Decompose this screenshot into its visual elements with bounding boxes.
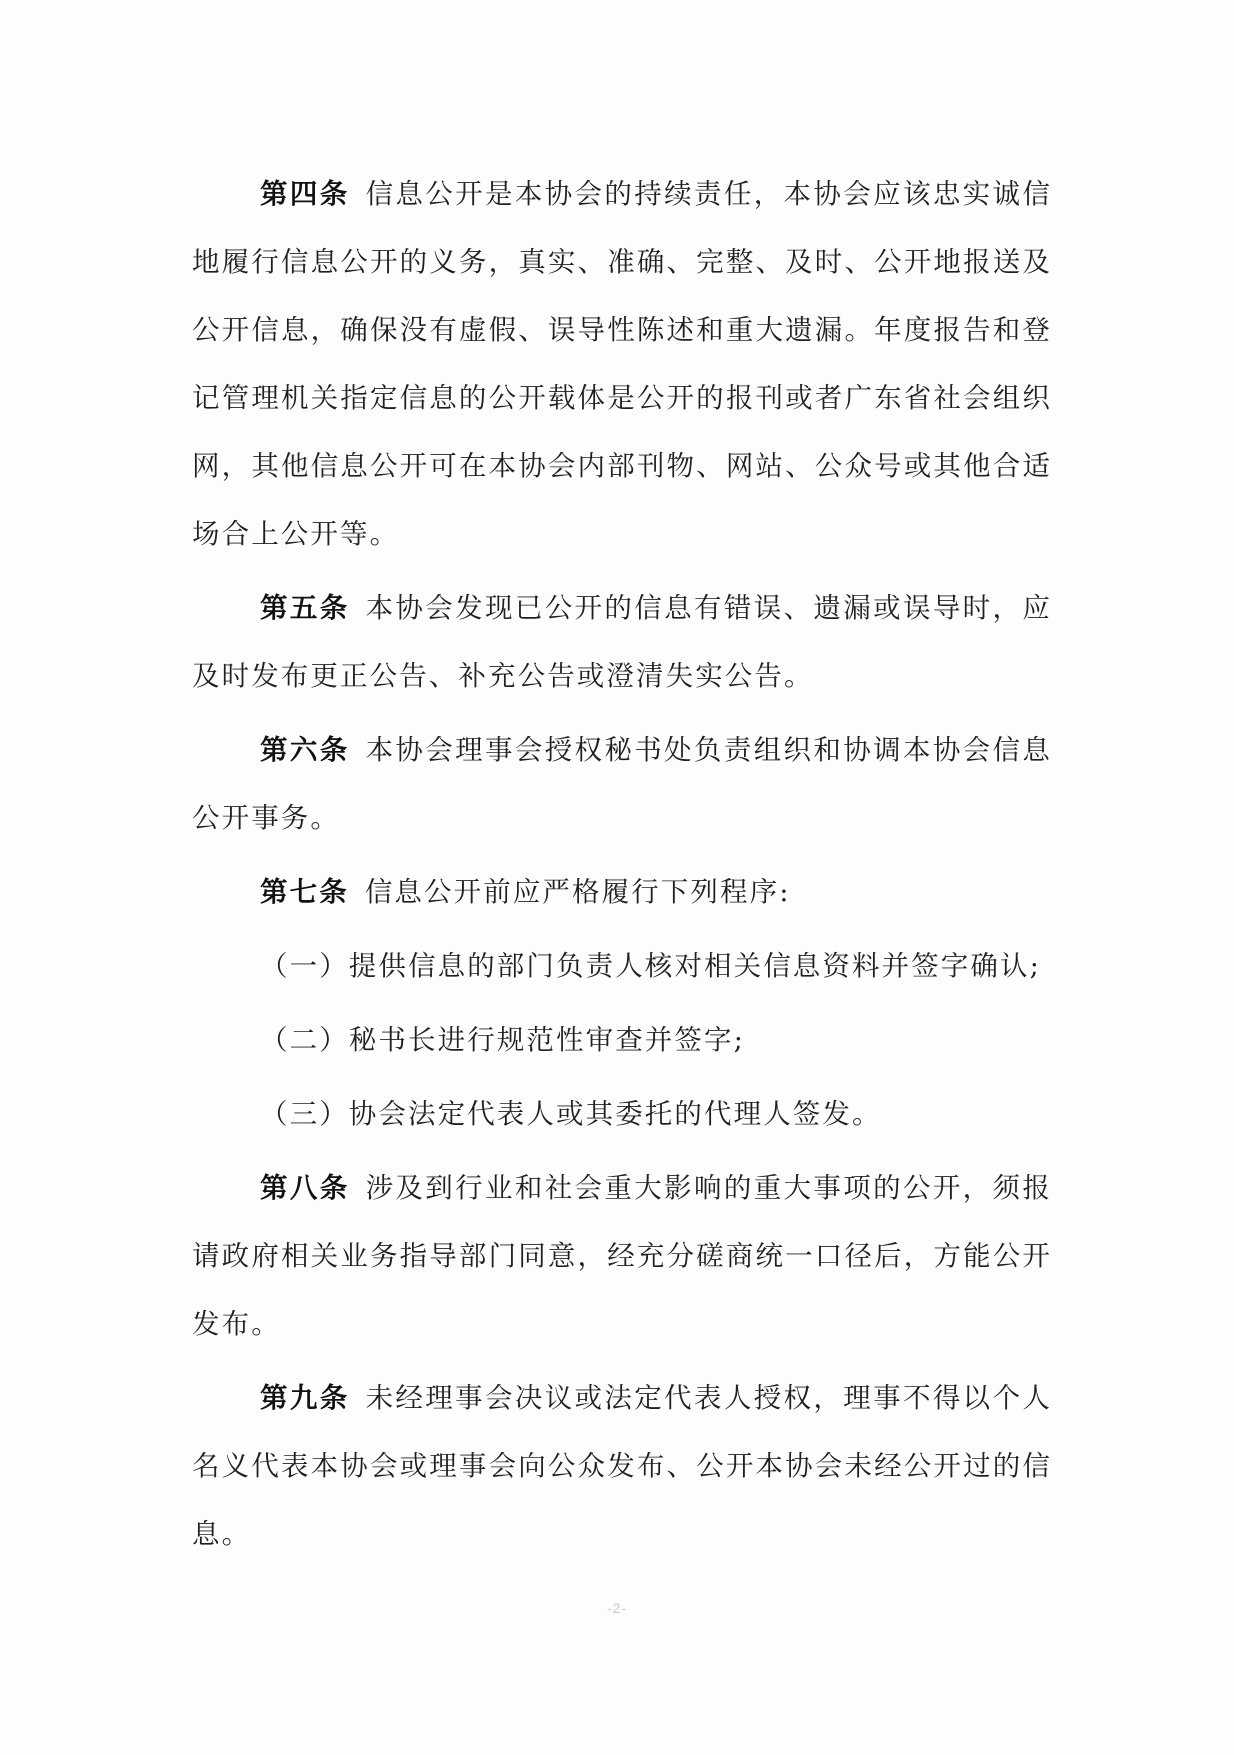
article-text: 未经理事会决议或法定代表人授权，理事不得以个人名义代表本协会或理事会向公众发布、公开本协会未经公开过的信息。 (192, 1382, 1052, 1550)
article-text: 信息公开是本协会的持续责任，本协会应该忠实诚信地履行信息公开的义务，真实、准确、完整、及时、公开地报送及公开信息，确保没有虚假、误导性陈述和重大遗漏。年度报告和登记管理机关指定信息的公开载体是公开的报刊或者广东省社会组织网，其他信息公开可在本协会内部刊物、网站、公众号或其他合适场合上公开等。 (192, 178, 1052, 550)
article-label: 第七条 (260, 876, 349, 908)
article-label: 第六条 (260, 734, 350, 766)
document-body (192, 160, 1052, 1574)
article-9 (192, 1364, 1052, 1568)
procedure-item-3: （三）协会法定代表人或其委托的代理人签发。 (260, 1098, 882, 1130)
article-text: 信息公开前应严格履行下列程序: (364, 876, 791, 908)
article-8 (192, 1154, 1052, 1358)
article-4 (192, 160, 1052, 568)
procedure-item-2: （二）秘书长进行规范性审查并签字; (260, 1024, 745, 1056)
article-text: 本协会发现已公开的信息有错误、遗漏或误导时，应及时发布更正公告、补充公告或澄清失实公告。 (192, 592, 1052, 692)
article-7 (192, 858, 1052, 926)
article-6 (192, 716, 1052, 852)
article-label: 第八条 (260, 1172, 350, 1204)
article-text: 本协会理事会授权秘书处负责组织和协调本协会信息公开事务。 (192, 734, 1052, 834)
article-label: 第四条 (260, 178, 350, 210)
article-label: 第九条 (260, 1382, 350, 1414)
article-text: 涉及到行业和社会重大影响的重大事项的公开，须报请政府相关业务指导部门同意，经充分磋商统一口径后，方能公开发布。 (192, 1172, 1052, 1340)
page-number: -2- (606, 1600, 628, 1616)
article-5 (192, 574, 1052, 710)
article-label: 第五条 (260, 592, 350, 624)
procedure-item-1: （一）提供信息的部门负责人核对相关信息资料并签字确认; (260, 950, 1041, 982)
